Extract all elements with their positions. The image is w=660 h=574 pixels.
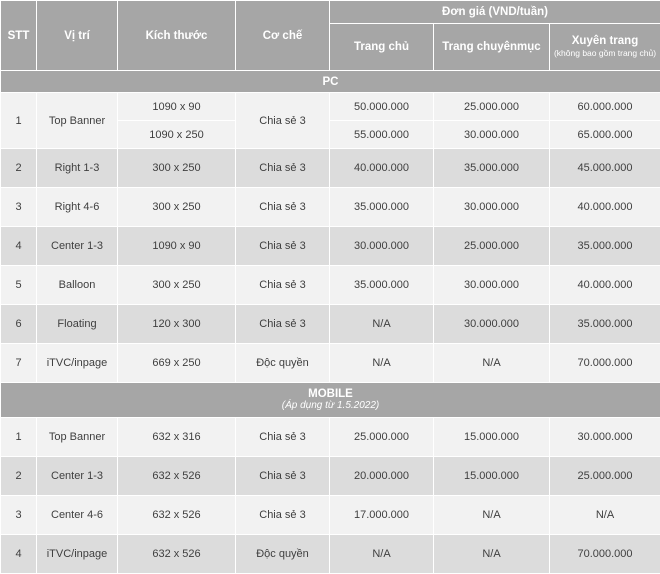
cell-price-home: 30.000.000	[330, 227, 434, 266]
table-row	[1, 344, 660, 383]
table-row	[1, 418, 660, 457]
cell-price-home: 25.000.000	[330, 418, 434, 457]
cell-mechanism: Chia sẻ 3	[236, 227, 330, 266]
cell-price-home: N/A	[330, 305, 434, 344]
cell-size: 1090 x 250	[118, 121, 236, 149]
header-position: Vị trí	[37, 1, 118, 71]
cell-price-run-of-site: 25.000.000	[550, 457, 660, 496]
cell-price-run-of-site: 45.000.000	[550, 149, 660, 188]
cell-size: 669 x 250	[118, 344, 236, 383]
section-note: (Áp dụng từ 1.5.2022)	[1, 400, 660, 412]
cell-position: iTVC/inpage	[37, 535, 118, 574]
cell-size: 120 x 300	[118, 305, 236, 344]
cell-mechanism: Độc quyền	[236, 344, 330, 383]
header-size: Kích thước	[118, 1, 236, 71]
cell-price-home: 17.000.000	[330, 496, 434, 535]
cell-price-run-of-site: 70.000.000	[550, 535, 660, 574]
table-row	[1, 227, 660, 266]
header-category-page: Trang chuyênmục	[434, 24, 550, 71]
section-title: MOBILE	[308, 388, 353, 400]
cell-price-run-of-site: 30.000.000	[550, 418, 660, 457]
cell-price-home: N/A	[330, 535, 434, 574]
cell-size: 632 x 316	[118, 418, 236, 457]
header-run-of-site	[550, 24, 660, 71]
cell-price-home: 50.000.000	[330, 93, 434, 121]
cell-stt: 2	[1, 149, 37, 188]
header-row-top	[1, 1, 660, 24]
cell-price-category: 15.000.000	[434, 457, 550, 496]
table-row	[1, 305, 660, 344]
table-row	[1, 149, 660, 188]
cell-size: 300 x 250	[118, 266, 236, 305]
cell-price-category: 30.000.000	[434, 188, 550, 227]
cell-price-home: 20.000.000	[330, 457, 434, 496]
cell-price-category: N/A	[434, 535, 550, 574]
table-row	[1, 496, 660, 535]
section-title: PC	[323, 76, 339, 88]
cell-mechanism: Chia sẻ 3	[236, 149, 330, 188]
cell-stt: 6	[1, 305, 37, 344]
cell-price-run-of-site: 70.000.000	[550, 344, 660, 383]
section-band-row	[1, 383, 660, 418]
table-row	[1, 188, 660, 227]
section-band	[1, 71, 660, 93]
cell-price-home: 35.000.000	[330, 266, 434, 305]
cell-stt: 1	[1, 418, 37, 457]
cell-size: 632 x 526	[118, 457, 236, 496]
cell-position: Center 4-6	[37, 496, 118, 535]
cell-price-category: 30.000.000	[434, 266, 550, 305]
cell-stt: 3	[1, 496, 37, 535]
cell-position: Center 1-3	[37, 227, 118, 266]
header-run-of-site-label: Xuyên trang	[572, 35, 638, 47]
section-band-row	[1, 71, 660, 93]
cell-price-category: N/A	[434, 344, 550, 383]
header-price-group: Đơn giá (VND/tuần)	[330, 1, 660, 24]
cell-price-run-of-site: 35.000.000	[550, 305, 660, 344]
table-row	[1, 535, 660, 574]
cell-mechanism: Độc quyền	[236, 535, 330, 574]
cell-price-category: 15.000.000	[434, 418, 550, 457]
cell-price-run-of-site: N/A	[550, 496, 660, 535]
cell-stt: 3	[1, 188, 37, 227]
cell-size: 1090 x 90	[118, 227, 236, 266]
cell-position: Right 4-6	[37, 188, 118, 227]
cell-stt: 2	[1, 457, 37, 496]
cell-stt: 1	[1, 93, 37, 149]
cell-position: Top Banner	[37, 418, 118, 457]
cell-price-run-of-site: 60.000.000	[550, 93, 660, 121]
cell-price-category: 25.000.000	[434, 93, 550, 121]
cell-mechanism: Chia sẻ 3	[236, 93, 330, 149]
cell-size: 300 x 250	[118, 149, 236, 188]
cell-mechanism: Chia sẻ 3	[236, 188, 330, 227]
table-row	[1, 93, 660, 121]
cell-price-run-of-site: 40.000.000	[550, 266, 660, 305]
table-row	[1, 457, 660, 496]
cell-position: Balloon	[37, 266, 118, 305]
header-run-of-site-note: (không bao gồm trang chủ)	[550, 48, 660, 59]
cell-position: Floating	[37, 305, 118, 344]
header-home-page: Trang chủ	[330, 24, 434, 71]
cell-price-category: 25.000.000	[434, 227, 550, 266]
table-body	[1, 71, 660, 574]
cell-price-home: N/A	[330, 344, 434, 383]
cell-stt: 4	[1, 227, 37, 266]
cell-mechanism: Chia sẻ 3	[236, 305, 330, 344]
cell-price-category: N/A	[434, 496, 550, 535]
cell-size: 300 x 250	[118, 188, 236, 227]
cell-position: iTVC/inpage	[37, 344, 118, 383]
header-mechanism: Cơ chế	[236, 1, 330, 71]
cell-stt: 5	[1, 266, 37, 305]
table-row	[1, 266, 660, 305]
cell-stt: 7	[1, 344, 37, 383]
cell-price-category: 30.000.000	[434, 121, 550, 149]
cell-price-home: 35.000.000	[330, 188, 434, 227]
cell-size: 632 x 526	[118, 496, 236, 535]
table-head	[1, 1, 660, 71]
header-stt: STT	[1, 1, 37, 71]
cell-price-category: 30.000.000	[434, 305, 550, 344]
cell-price-run-of-site: 65.000.000	[550, 121, 660, 149]
cell-mechanism: Chia sẻ 3	[236, 418, 330, 457]
cell-size: 1090 x 90	[118, 93, 236, 121]
cell-position: Right 1-3	[37, 149, 118, 188]
cell-position: Center 1-3	[37, 457, 118, 496]
cell-price-home: 55.000.000	[330, 121, 434, 149]
cell-position: Top Banner	[37, 93, 118, 149]
cell-stt: 4	[1, 535, 37, 574]
cell-price-run-of-site: 40.000.000	[550, 188, 660, 227]
cell-mechanism: Chia sẻ 3	[236, 266, 330, 305]
cell-price-category: 35.000.000	[434, 149, 550, 188]
cell-mechanism: Chia sẻ 3	[236, 457, 330, 496]
cell-price-home: 40.000.000	[330, 149, 434, 188]
cell-price-run-of-site: 35.000.000	[550, 227, 660, 266]
section-band	[1, 383, 660, 418]
cell-size: 632 x 526	[118, 535, 236, 574]
cell-mechanism: Chia sẻ 3	[236, 496, 330, 535]
